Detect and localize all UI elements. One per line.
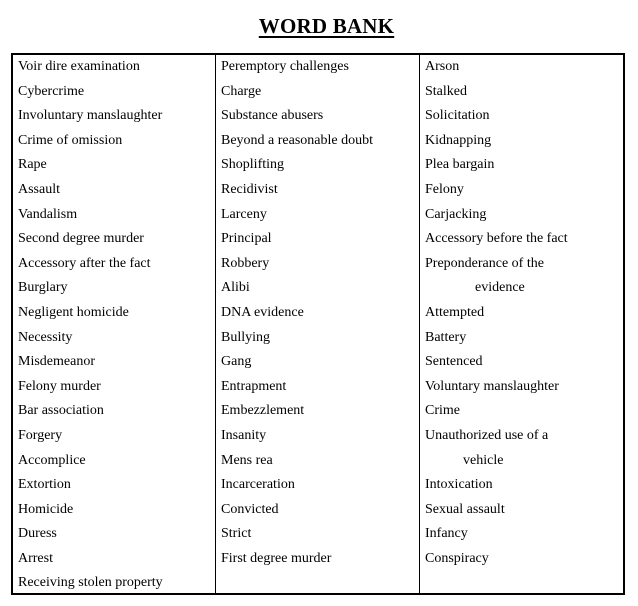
word-item: Convicted [221, 501, 279, 517]
word-item: Second degree murder [18, 231, 144, 247]
page-title: WORD BANK [258, 14, 395, 38]
word-item: Duress [18, 526, 57, 542]
word-item: Shoplifting [221, 157, 285, 173]
word-item: Recidivist [221, 181, 278, 197]
word-item: Carjacking [425, 206, 487, 222]
word-item: Preponderance of the [425, 255, 544, 271]
word-item: Gang [221, 354, 252, 370]
word-column-2 [216, 55, 420, 593]
word-item: Embezzlement [221, 403, 305, 419]
word-item: DNA evidence [221, 304, 304, 320]
word-item: Crime [425, 403, 460, 419]
word-item: Bullying [221, 329, 271, 345]
word-item: Sentenced [425, 354, 483, 370]
word-item: Accomplice [18, 452, 86, 468]
word-item: Arson [425, 59, 460, 74]
word-item: Vandalism [18, 206, 78, 222]
word-item: Rape [18, 157, 47, 173]
word-item: Sexual assault [425, 501, 505, 517]
word-item: Entrapment [221, 378, 287, 394]
word-item: Stalked [425, 83, 467, 99]
word-item: Peremptory challenges [221, 59, 349, 74]
word-column-3 [420, 55, 623, 593]
word-item: Larceny [221, 206, 267, 222]
word-item: Substance abusers [221, 108, 324, 124]
word-item: Solicitation [425, 108, 490, 124]
word-item: Involuntary manslaughter [18, 108, 163, 124]
word-item: Extortion [18, 477, 71, 493]
word-item: First degree murder [221, 550, 332, 566]
word-item: Mens rea [221, 452, 273, 468]
word-item: Negligent homicide [18, 304, 129, 320]
word-item: Robbery [221, 255, 270, 271]
word-item: Accessory before the fact [425, 231, 568, 247]
word-item: Attempted [425, 304, 485, 320]
word-item: Arrest [18, 550, 53, 566]
word-item-continuation: vehicle [463, 452, 504, 468]
word-item: Assault [18, 181, 60, 197]
word-item-continuation: evidence [475, 280, 525, 296]
word-item: Incarceration [221, 477, 295, 493]
word-item: Bar association [18, 403, 104, 419]
word-column-1 [13, 55, 216, 593]
word-item: Burglary [18, 280, 68, 296]
word-item: Voluntary manslaughter [425, 378, 559, 394]
word-item: Strict [221, 526, 252, 542]
word-item: Forgery [18, 427, 63, 443]
word-item: Charge [221, 83, 262, 99]
word-item: Voir dire examination [18, 59, 140, 74]
word-item: Felony murder [18, 378, 101, 394]
word-item: Misdemeanor [18, 354, 95, 370]
word-bank-table [11, 53, 625, 595]
word-item: Alibi [221, 280, 250, 296]
word-item: Intoxication [425, 477, 493, 493]
word-item: Felony [425, 181, 464, 197]
word-item: Beyond a reasonable doubt [221, 132, 374, 148]
word-item: Unauthorized use of a [425, 427, 549, 443]
word-item: Crime of omission [18, 132, 123, 148]
word-item: Cybercrime [18, 83, 85, 99]
word-item: Battery [425, 329, 467, 345]
word-item: Principal [221, 231, 272, 247]
word-item: Plea bargain [425, 157, 495, 173]
word-item: Infancy [425, 526, 468, 542]
word-item: Receiving stolen property [18, 575, 163, 591]
word-item: Necessity [18, 329, 73, 345]
word-item: Accessory after the fact [18, 255, 151, 271]
word-item: Kidnapping [425, 132, 492, 148]
word-item: Homicide [18, 501, 74, 517]
word-item: Insanity [221, 427, 267, 443]
word-item: Conspiracy [425, 550, 489, 566]
